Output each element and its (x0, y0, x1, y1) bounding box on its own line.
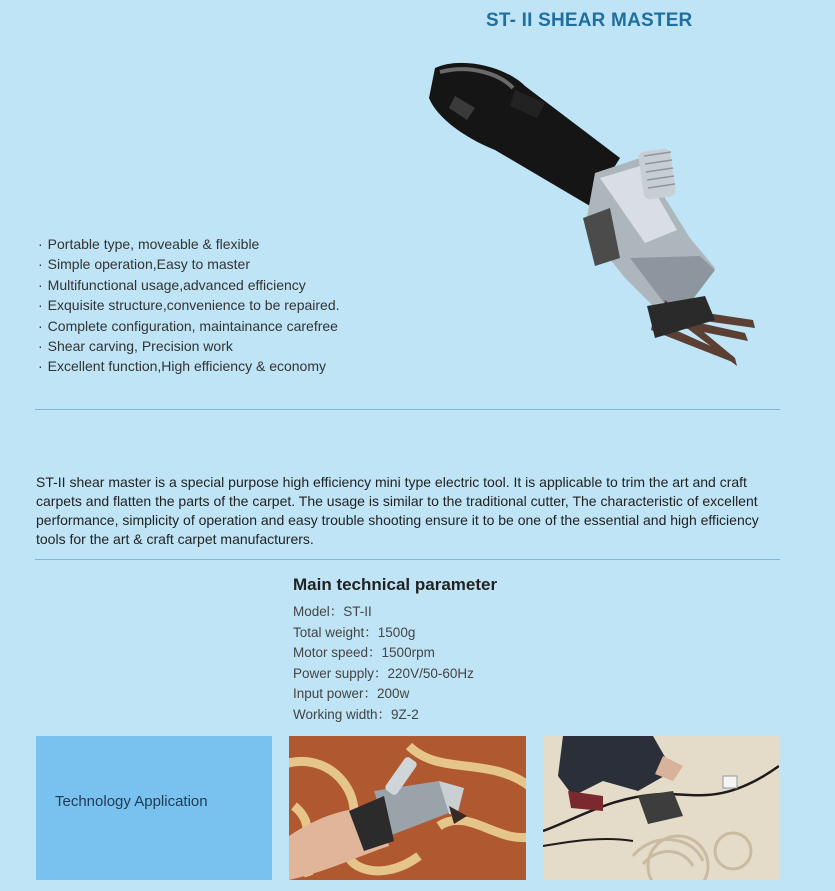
divider (35, 559, 780, 560)
parameter-item: Total weight：1500g (293, 624, 416, 640)
feature-item: · Excellent function,High efficiency & economy (38, 356, 340, 376)
parameters-heading: Main technical parameter (293, 575, 498, 594)
carpet-carving-photo (543, 736, 779, 880)
electric-shear-icon (415, 58, 760, 378)
product-description: ST-II shear master is a special purpose high efficiency mini type electric tool. It is applicable to trim the art and craft carpets and flatten the parts of the carpet. The usage is similar to the traditional cutter, The characteristic of excellent performance, simplicity of operation and easy trouble shooting ensure it to be one of the essential and high efficiency tools for the art & craft carpet manufacturers. (36, 474, 759, 547)
carpet-trimming-photo (289, 736, 526, 880)
technology-application-label: Technology Application (55, 793, 208, 810)
parameter-item: Motor speed：1500rpm (293, 645, 435, 661)
parameter-item: Model：ST-II (293, 604, 372, 619)
parameter-item: Working width：9Z-2 (293, 706, 419, 722)
parameter-item: Power supply：220V/50-60Hz (293, 665, 474, 681)
feature-item: · Shear carving, Precision work (38, 336, 340, 356)
feature-item: · Simple operation,Easy to master (38, 254, 340, 274)
technical-parameters (293, 574, 497, 726)
feature-item: · Portable type, moveable & flexible (38, 234, 340, 254)
parameter-item: Input power：200w (293, 686, 410, 702)
feature-item: · Complete configuration, maintainance carefree (38, 316, 340, 336)
feature-list (38, 234, 340, 377)
feature-item: · Exquisite structure,convenience to be repaired. (38, 295, 340, 315)
technology-application-box (36, 736, 272, 880)
page-title: ST- II SHEAR MASTER (486, 10, 693, 31)
divider (35, 409, 780, 410)
feature-item: · Multifunctional usage,advanced efficiency (38, 275, 340, 295)
